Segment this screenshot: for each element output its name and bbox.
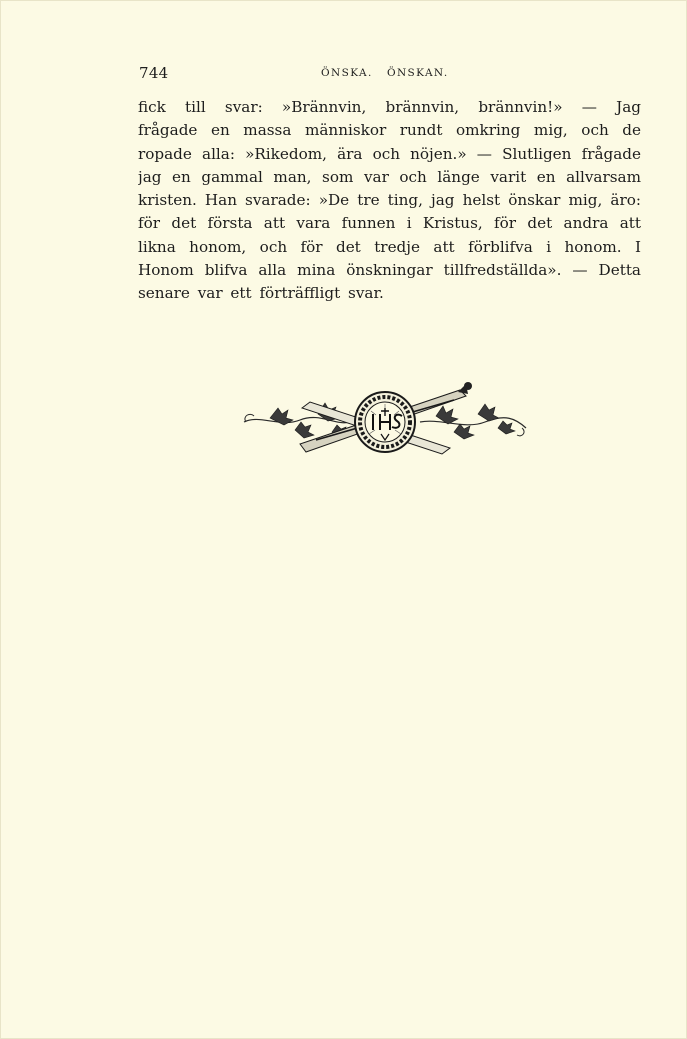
page-number: 744 (139, 64, 169, 82)
body-paragraph (138, 96, 641, 306)
text-line: likna honom, och för det tredje att förblifva i honom. I (138, 237, 641, 256)
text-line: ropade alla: »Rikedom, ära och nöjen.» — Slutligen frågade (138, 144, 641, 163)
text-line: Honom blifva alla mina önskningar tillfredställda». — Detta (138, 261, 641, 280)
text-line: kristen. Han svarade: »De tre ting, jag helst önskar mig, äro: (138, 191, 641, 210)
text-line: senare var ett förträffligt svar. (138, 284, 384, 303)
page-header (139, 64, 639, 84)
text-line: jag en gammal man, som var och länge varit en allvarsam (138, 167, 641, 186)
text-line: fick till svar: »Brännvin, brännvin, brännvin!» — Jag (138, 98, 641, 116)
text-line: frågade en massa människor rundt omkring mig, och de (138, 121, 641, 140)
running-head: ÖNSKA. ÖNSKAN. (321, 67, 449, 79)
text-line: för det första att vara funnen i Kristus, för det andra att (138, 214, 641, 233)
cross-wreath-vignette-icon (240, 378, 530, 468)
